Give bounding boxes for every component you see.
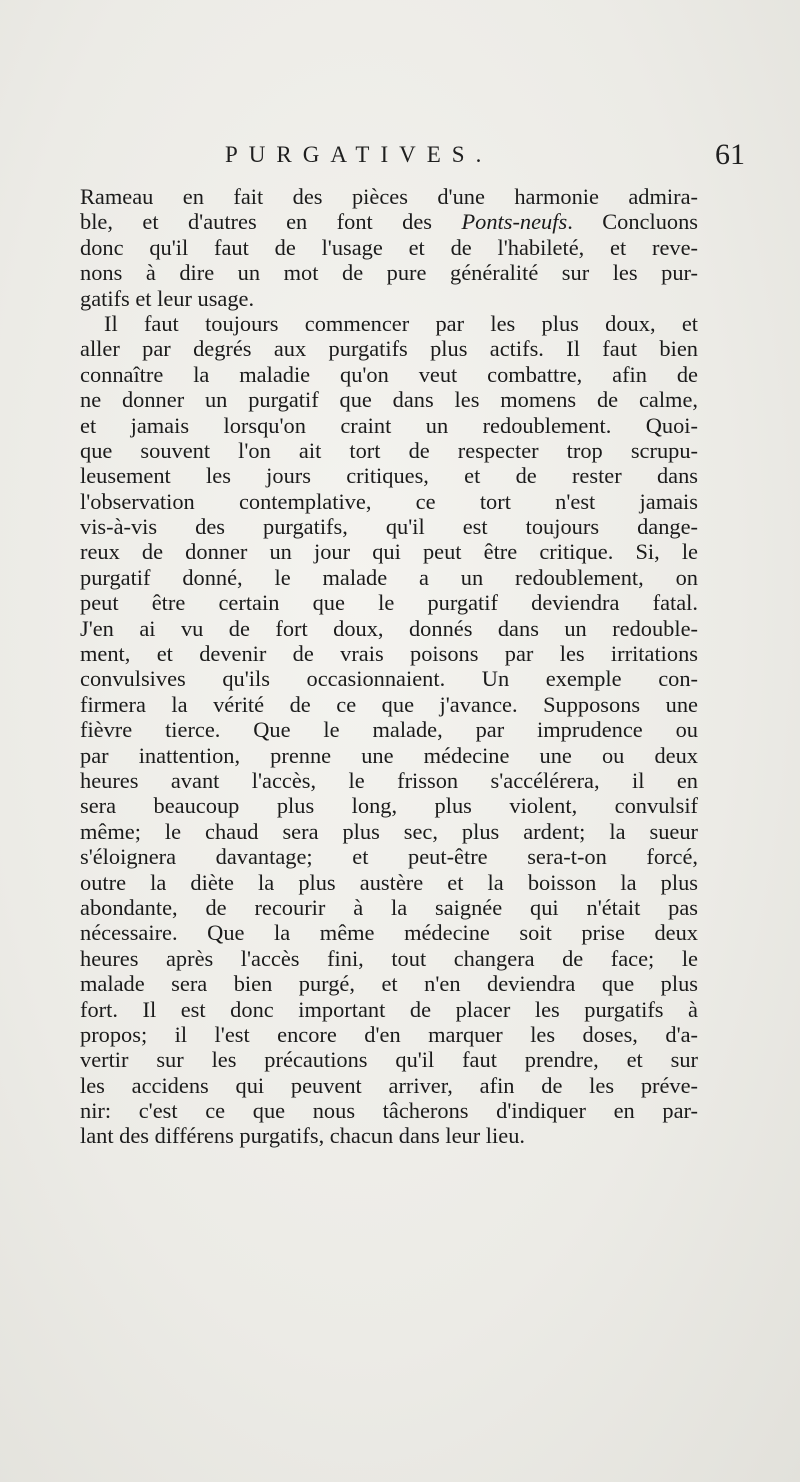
text-line: les accidens qui peuvent arriver, afin de les préve- xyxy=(80,1072,698,1098)
text-line: reux de donner un jour qui peut être critique. Si, le xyxy=(80,539,698,565)
text-line: heures après l'accès fini, tout changera de face; le xyxy=(80,945,698,971)
text-line: convulsives qu'ils occasionnaient. Un exemple con- xyxy=(80,666,698,692)
text-line: leusement les jours critiques, et de rester dans xyxy=(80,463,698,489)
text-line: malade sera bien purgé, et n'en deviendra que plus xyxy=(80,971,698,997)
text-line: vis-à-vis des purgatifs, qu'il est toujours dange- xyxy=(80,514,698,540)
text-line: même; le chaud sera plus sec, plus ardent; la sueur xyxy=(80,818,698,844)
text-line: propos; il l'est encore d'en marquer les doses, d'a- xyxy=(80,1021,698,1047)
running-head: PURGATIVES. xyxy=(225,142,493,167)
text-line: purgatif donné, le malade a un redoublement, on xyxy=(80,564,698,590)
text-line: abondante, de recourir à la saignée qui n'était pas xyxy=(80,894,698,920)
text-line: firmera la vérité de ce que j'avance. Supposons une xyxy=(80,691,698,717)
text-line: aller par degrés aux purgatifs plus actifs. Il faut bien xyxy=(80,336,698,362)
body-text xyxy=(80,184,698,1149)
text-line: que souvent l'on ait tort de respecter trop scrupu- xyxy=(80,437,698,463)
text-line: lant des différens purgatifs, chacun dans leur lieu. xyxy=(80,1123,525,1149)
text-line: fièvre tierce. Que le malade, par imprudence ou xyxy=(80,717,698,743)
text-line: outre la diète la plus austère et la boisson la plus xyxy=(80,869,698,895)
text-line: ment, et devenir de vrais poisons par les irritations xyxy=(80,641,698,667)
text-line: nir: c'est ce que nous tâcherons d'indiquer en par- xyxy=(80,1098,698,1124)
text-line: gatifs et leur usage. xyxy=(80,285,255,311)
text-line: ble, et d'autres en font des Ponts-neufs. Concluons xyxy=(80,209,699,235)
text-line: par inattention, prenne une médecine une ou deux xyxy=(80,742,698,768)
page-number: 61 xyxy=(715,138,745,171)
text-line: connaître la maladie qu'on veut combattre, afin de xyxy=(80,361,698,387)
text-line: Rameau en fait des pièces d'une harmonie admira- xyxy=(80,184,698,209)
text-line: Il faut toujours commencer par les plus doux, et xyxy=(104,310,698,336)
text-line: donc qu'il faut de l'usage et de l'habileté, et reve- xyxy=(80,234,698,260)
text-line: nécessaire. Que la même médecine soit prise deux xyxy=(80,920,698,946)
text-line: ne donner un purgatif que dans les momens de calme, xyxy=(80,387,698,413)
page-header xyxy=(0,138,800,178)
text-line: et jamais lorsqu'on craint un redoublement. Quoi- xyxy=(80,412,698,438)
text-line: s'éloignera davantage; et peut-être sera-t-on forcé, xyxy=(80,844,698,870)
text-line: peut être certain que le purgatif deviendra fatal. xyxy=(80,590,698,616)
text-line: fort. Il est donc important de placer les purgatifs à xyxy=(80,996,698,1022)
text-line: J'en ai vu de fort doux, donnés dans un redouble- xyxy=(80,615,698,641)
text-line: heures avant l'accès, le frisson s'accélérera, il en xyxy=(80,767,698,793)
text-line: l'observation contemplative, ce tort n'est jamais xyxy=(80,488,698,514)
text-line: sera beaucoup plus long, plus violent, convulsif xyxy=(80,793,698,819)
text-line: vertir sur les précautions qu'il faut prendre, et sur xyxy=(80,1047,698,1073)
text-line: nons à dire un mot de pure généralité sur les pur- xyxy=(80,260,698,286)
